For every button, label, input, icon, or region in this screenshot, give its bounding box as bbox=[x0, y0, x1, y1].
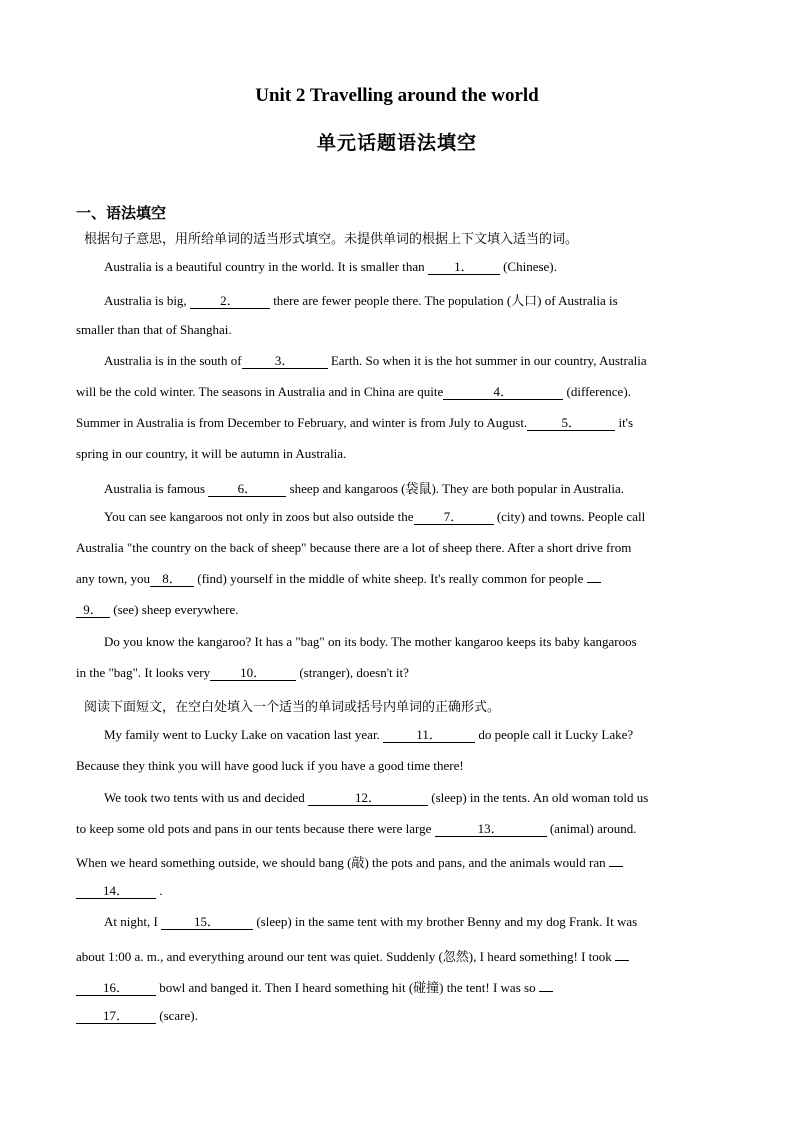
document-title: Unit 2 Travelling around the world bbox=[255, 85, 539, 106]
answer-blank-13[interactable]: 13． bbox=[435, 822, 547, 837]
answer-blank-8[interactable]: 8． bbox=[150, 572, 194, 587]
passage-line: At night, I 15． (sleep) in the same tent with my brother Benny and my dog Frank. It was bbox=[104, 914, 638, 929]
answer-blank-3[interactable]: 3． bbox=[242, 354, 328, 369]
instructions-part1: 根据句子意思，用所给单词的适当形式填空。未提供单词的根据上下文填入适当的词。 bbox=[84, 232, 579, 247]
passage-line: Australia "the country on the back of sheep" because there are a lot of sheep there. After a short drive from bbox=[76, 540, 632, 555]
blank-line bbox=[609, 866, 623, 867]
passage-line: to keep some old pots and pans in our tents because there were large 13． (animal) around. bbox=[76, 821, 637, 836]
blank-line bbox=[587, 582, 601, 583]
passage-line: Summer in Australia is from December to February, and winter is from July to August. 5． it's bbox=[76, 415, 634, 430]
answer-blank-11[interactable]: 11． bbox=[383, 728, 475, 743]
answer-blank-17[interactable]: 17． bbox=[76, 1009, 156, 1024]
answer-blank-12[interactable]: 12． bbox=[308, 791, 428, 806]
answer-blank-7[interactable]: 7． bbox=[414, 510, 494, 525]
answer-blank-1[interactable]: 1． bbox=[428, 260, 500, 275]
document-subtitle: 单元话题语法填空 bbox=[316, 132, 477, 154]
blank-line bbox=[615, 960, 629, 961]
answer-blank-2[interactable]: 2． bbox=[190, 294, 270, 309]
passage-line: about 1:00 a. m., and everything around our tent was quiet. Suddenly (忽然), I heard something! I took bbox=[76, 946, 710, 965]
passage-line: You can see kangaroos not only in zoos but also outside the 7． (city) and towns. People call bbox=[104, 509, 646, 524]
passage-line: My family went to Lucky Lake on vacation last year. 11． do people call it Lucky Lake? bbox=[104, 727, 634, 742]
answer-blank-14[interactable]: 14． bbox=[76, 884, 156, 899]
answer-blank-5[interactable]: 5． bbox=[527, 416, 615, 431]
passage-line: 14． . bbox=[76, 883, 710, 899]
answer-blank-4[interactable]: 4． bbox=[443, 385, 563, 400]
passage-line: any town, you 8． (find) yourself in the middle of white sheep. It's really common for people bbox=[76, 571, 710, 587]
passage-line: 17． (scare). bbox=[76, 1008, 710, 1024]
instructions-part2: 阅读下面短文，在空白处填入一个适当的单词或括号内单词的正确形式。 bbox=[84, 700, 501, 715]
passage-line: Do you know the kangaroo? It has a "bag" on its body. The mother kangaroo keeps its baby kangaroos bbox=[104, 634, 637, 649]
blank-line bbox=[539, 991, 553, 992]
passage-line: in the "bag". It looks very 10． (stranger), doesn't it? bbox=[76, 665, 409, 680]
answer-blank-6[interactable]: 6． bbox=[208, 482, 286, 497]
passage-line: will be the cold winter. The seasons in Australia and in China are quite 4． (difference). bbox=[76, 384, 631, 399]
passage-line: Australia is big, 2． there are fewer people there. The population (人口) of Australia is bbox=[104, 293, 618, 308]
section-heading: 一、语法填空 bbox=[76, 204, 167, 222]
passage-line: 16． bowl and banged it. Then I heard something hit (碰撞) the tent! I was so bbox=[76, 977, 710, 996]
answer-blank-16[interactable]: 16． bbox=[76, 981, 156, 996]
passage-line: We took two tents with us and decided 12． (sleep) in the tents. An old woman told us bbox=[104, 790, 649, 805]
passage-line: When we heard something outside, we should bang (敲) the pots and pans, and the animals would ran bbox=[76, 852, 710, 871]
passage-line: Australia is a beautiful country in the world. It is smaller than 1． (Chinese). bbox=[104, 259, 557, 274]
answer-blank-10[interactable]: 10． bbox=[210, 666, 296, 681]
passage-line: Because they think you will have good luck if you have a good time there! bbox=[76, 758, 464, 773]
passage-line: Australia is in the south of 3． Earth. So when it is the hot summer in our country, Australia bbox=[104, 353, 647, 368]
passage-line: spring in our country, it will be autumn in Australia. bbox=[76, 446, 347, 461]
passage-line: 9． (see) sheep everywhere. bbox=[76, 602, 710, 618]
answer-blank-15[interactable]: 15． bbox=[161, 915, 253, 930]
answer-blank-9[interactable]: 9． bbox=[76, 603, 110, 618]
passage-line: smaller than that of Shanghai. bbox=[76, 322, 232, 337]
passage-line: Australia is famous 6． sheep and kangaroos (袋鼠). They are both popular in Australia. bbox=[104, 481, 625, 496]
